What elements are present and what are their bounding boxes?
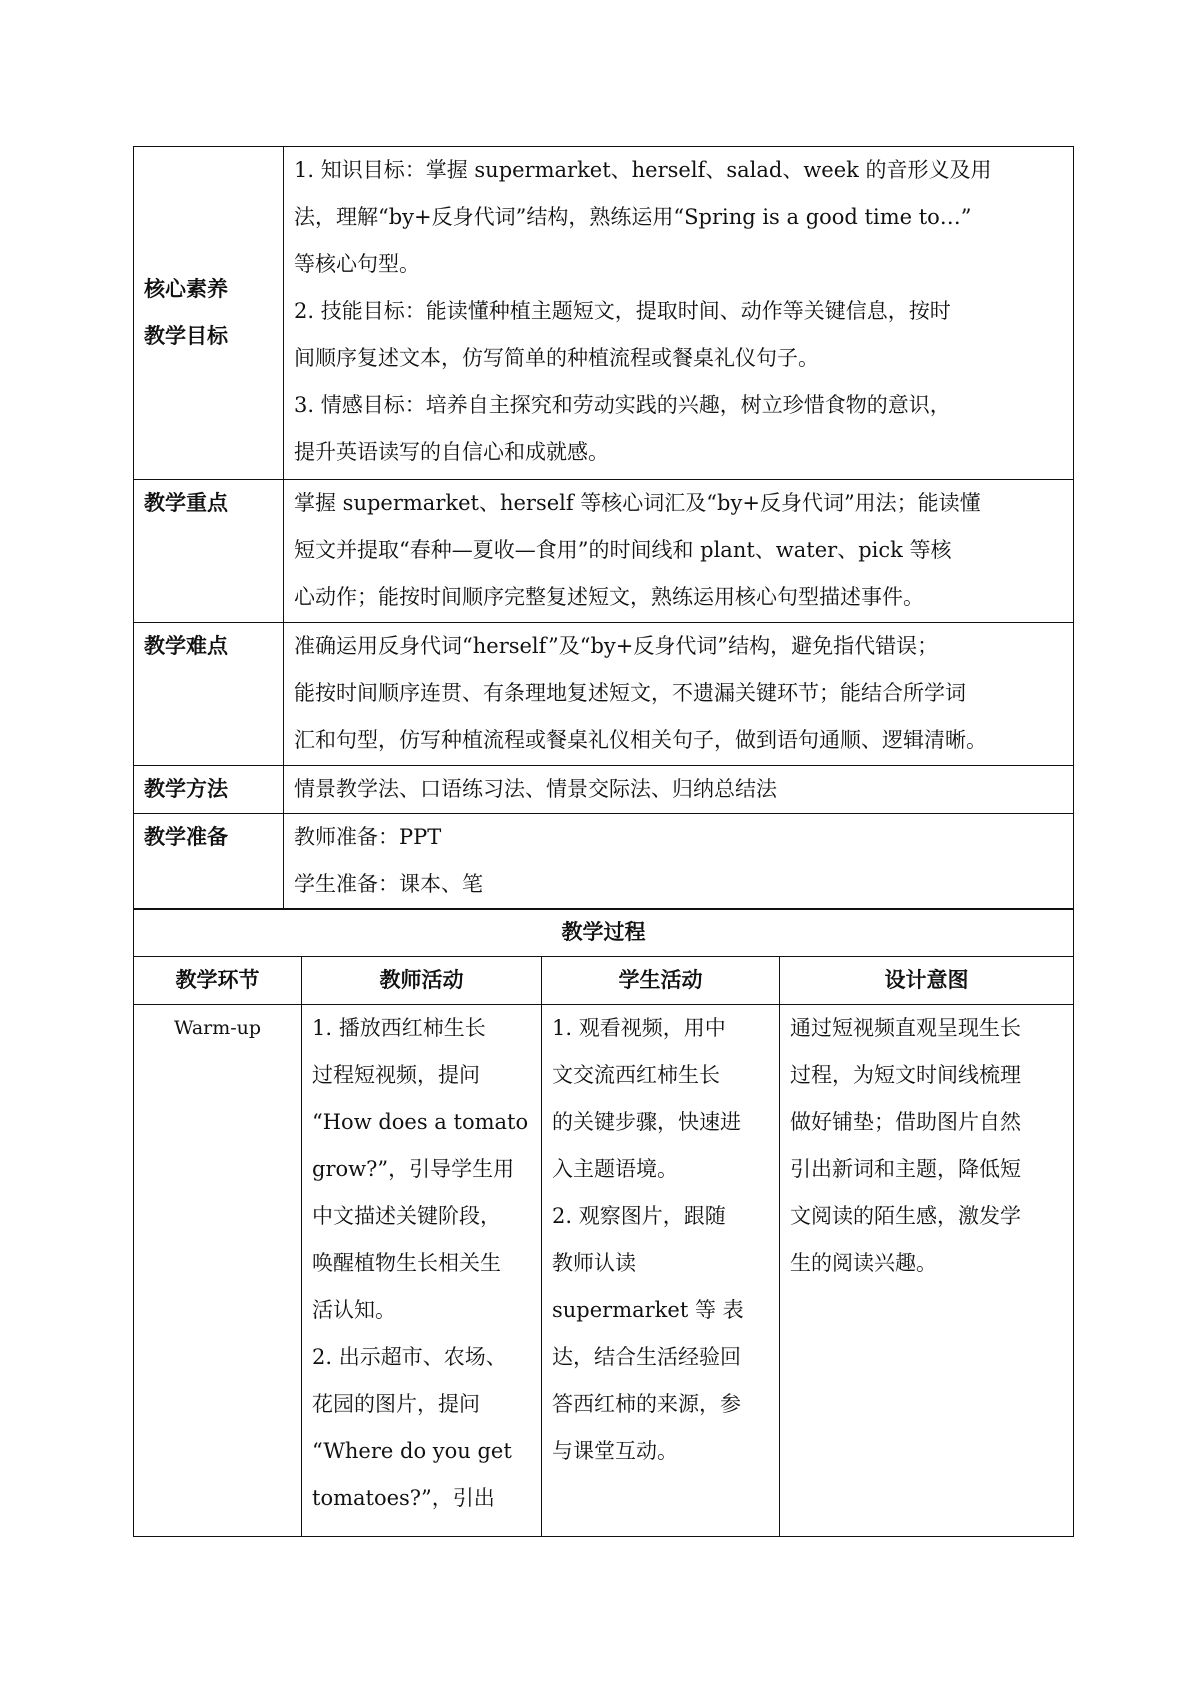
key-points-line: 心动作；能按时间顺序完整复述短文，熟练运用核心句型描述事件。	[294, 585, 924, 609]
difficulties-line: 汇和句型，仿写种植流程或餐桌礼仪相关句子，做到语句通顺、逻辑清晰。	[294, 728, 987, 752]
student-line: supermarket 等 表	[552, 1298, 744, 1322]
preparation-content	[284, 814, 1074, 910]
process-title-row	[134, 909, 1074, 957]
student-line: 文交流西红柿生长	[552, 1063, 720, 1087]
goals-line: 间顺序复述文本，仿写简单的种植流程或餐桌礼仪句子。	[294, 346, 819, 370]
student-line: 达，结合生活经验回	[552, 1345, 741, 1369]
teacher-line: 唤醒植物生长相关生	[312, 1251, 501, 1275]
student-line: 2. 观察图片，跟随	[552, 1204, 726, 1228]
teacher-line: grow?”，引导学生用	[312, 1157, 515, 1181]
teacher-line: 中文描述关键阶段，	[312, 1204, 501, 1228]
student-line: 与课堂互动。	[552, 1439, 678, 1463]
key-points-content	[284, 480, 1074, 623]
intent-line: 引出新词和主题，降低短	[790, 1157, 1021, 1181]
key-points-line: 短文并提取“春种—夏收—食用”的时间线和 plant、water、pick 等核	[294, 538, 952, 562]
key-points-line: 掌握 supermarket、herself 等核心词汇及“by+反身代词”用法；能读懂	[294, 491, 981, 515]
goals-label	[134, 147, 284, 480]
preparation-row	[134, 814, 1074, 910]
header-teacher-activity: 教师活动	[302, 957, 542, 1005]
teacher-line: 1. 播放西红柿生长	[312, 1016, 486, 1040]
goals-line: 法，理解“by+反身代词”结构，熟练运用“Spring is a good time to…”	[294, 205, 972, 229]
teacher-line: 2. 出示超市、农场、	[312, 1345, 507, 1369]
teacher-line: 活认知。	[312, 1298, 396, 1322]
student-line: 的关键步骤，快速进	[552, 1110, 741, 1134]
methods-label: 教学方法	[134, 766, 284, 814]
preparation-line: 教师准备：PPT	[294, 825, 442, 849]
difficulties-content	[284, 623, 1074, 766]
teacher-line: 花园的图片，提问	[312, 1392, 480, 1416]
student-line: 答西红柿的来源，参	[552, 1392, 741, 1416]
preparation-label: 教学准备	[134, 814, 284, 910]
teacher-line: “Where do you get	[312, 1439, 512, 1463]
methods-row	[134, 766, 1074, 814]
difficulties-row	[134, 623, 1074, 766]
key-points-row	[134, 480, 1074, 623]
design-intent-cell	[780, 1005, 1074, 1537]
intent-line: 过程，为短文时间线梳理	[790, 1063, 1021, 1087]
teacher-activity-cell	[302, 1005, 542, 1537]
stage-label: Warm-up	[173, 1017, 262, 1039]
header-student-activity: 学生活动	[542, 957, 780, 1005]
teacher-line: tomatoes?”，引出	[312, 1486, 495, 1510]
student-line: 教师认读	[552, 1251, 636, 1275]
intent-line: 做好铺垫；借助图片自然	[790, 1110, 1021, 1134]
goals-line: 2. 技能目标：能读懂种植主题短文，提取时间、动作等关键信息，按时	[294, 299, 951, 323]
student-line: 入主题语境。	[552, 1157, 678, 1181]
intent-line: 通过短视频直观呈现生长	[790, 1016, 1021, 1040]
teacher-line: “How does a tomato	[312, 1110, 529, 1134]
intent-line: 生的阅读兴趣。	[790, 1251, 937, 1275]
student-activity-cell	[542, 1005, 780, 1537]
process-header-row	[134, 957, 1074, 1005]
goals-content	[284, 147, 1074, 480]
process-table	[133, 908, 1074, 1537]
header-stage: 教学环节	[134, 957, 302, 1005]
header-design-intent: 设计意图	[780, 957, 1074, 1005]
lesson-info-table	[133, 146, 1074, 910]
teacher-line: 过程短视频，提问	[312, 1063, 480, 1087]
goals-label-line: 核心素养	[144, 277, 228, 301]
goals-label-line: 教学目标	[144, 324, 228, 348]
goals-line: 等核心句型。	[294, 252, 420, 276]
goals-line: 3. 情感目标：培养自主探究和劳动实践的兴趣，树立珍惜食物的意识，	[294, 393, 951, 417]
difficulties-label: 教学难点	[134, 623, 284, 766]
intent-line: 文阅读的陌生感，激发学	[790, 1204, 1021, 1228]
goals-row	[134, 147, 1074, 480]
stage-cell	[134, 1005, 302, 1537]
process-title: 教学过程	[134, 909, 1074, 957]
methods-content	[284, 766, 1074, 814]
goals-line: 提升英语读写的自信心和成就感。	[294, 440, 609, 464]
difficulties-line: 准确运用反身代词“herself”及“by+反身代词”结构，避免指代错误；	[294, 634, 939, 658]
methods-line: 情景教学法、口语练习法、情景交际法、归纳总结法	[294, 777, 777, 801]
goals-line: 1. 知识目标：掌握 supermarket、herself、salad、week 的音形义及用	[294, 158, 992, 182]
preparation-line: 学生准备：课本、笔	[294, 872, 483, 896]
key-points-label: 教学重点	[134, 480, 284, 623]
difficulties-line: 能按时间顺序连贯、有条理地复述短文，不遗漏关键环节；能结合所学词	[294, 681, 966, 705]
student-line: 1. 观看视频，用中	[552, 1016, 726, 1040]
warm-up-row	[134, 1005, 1074, 1537]
